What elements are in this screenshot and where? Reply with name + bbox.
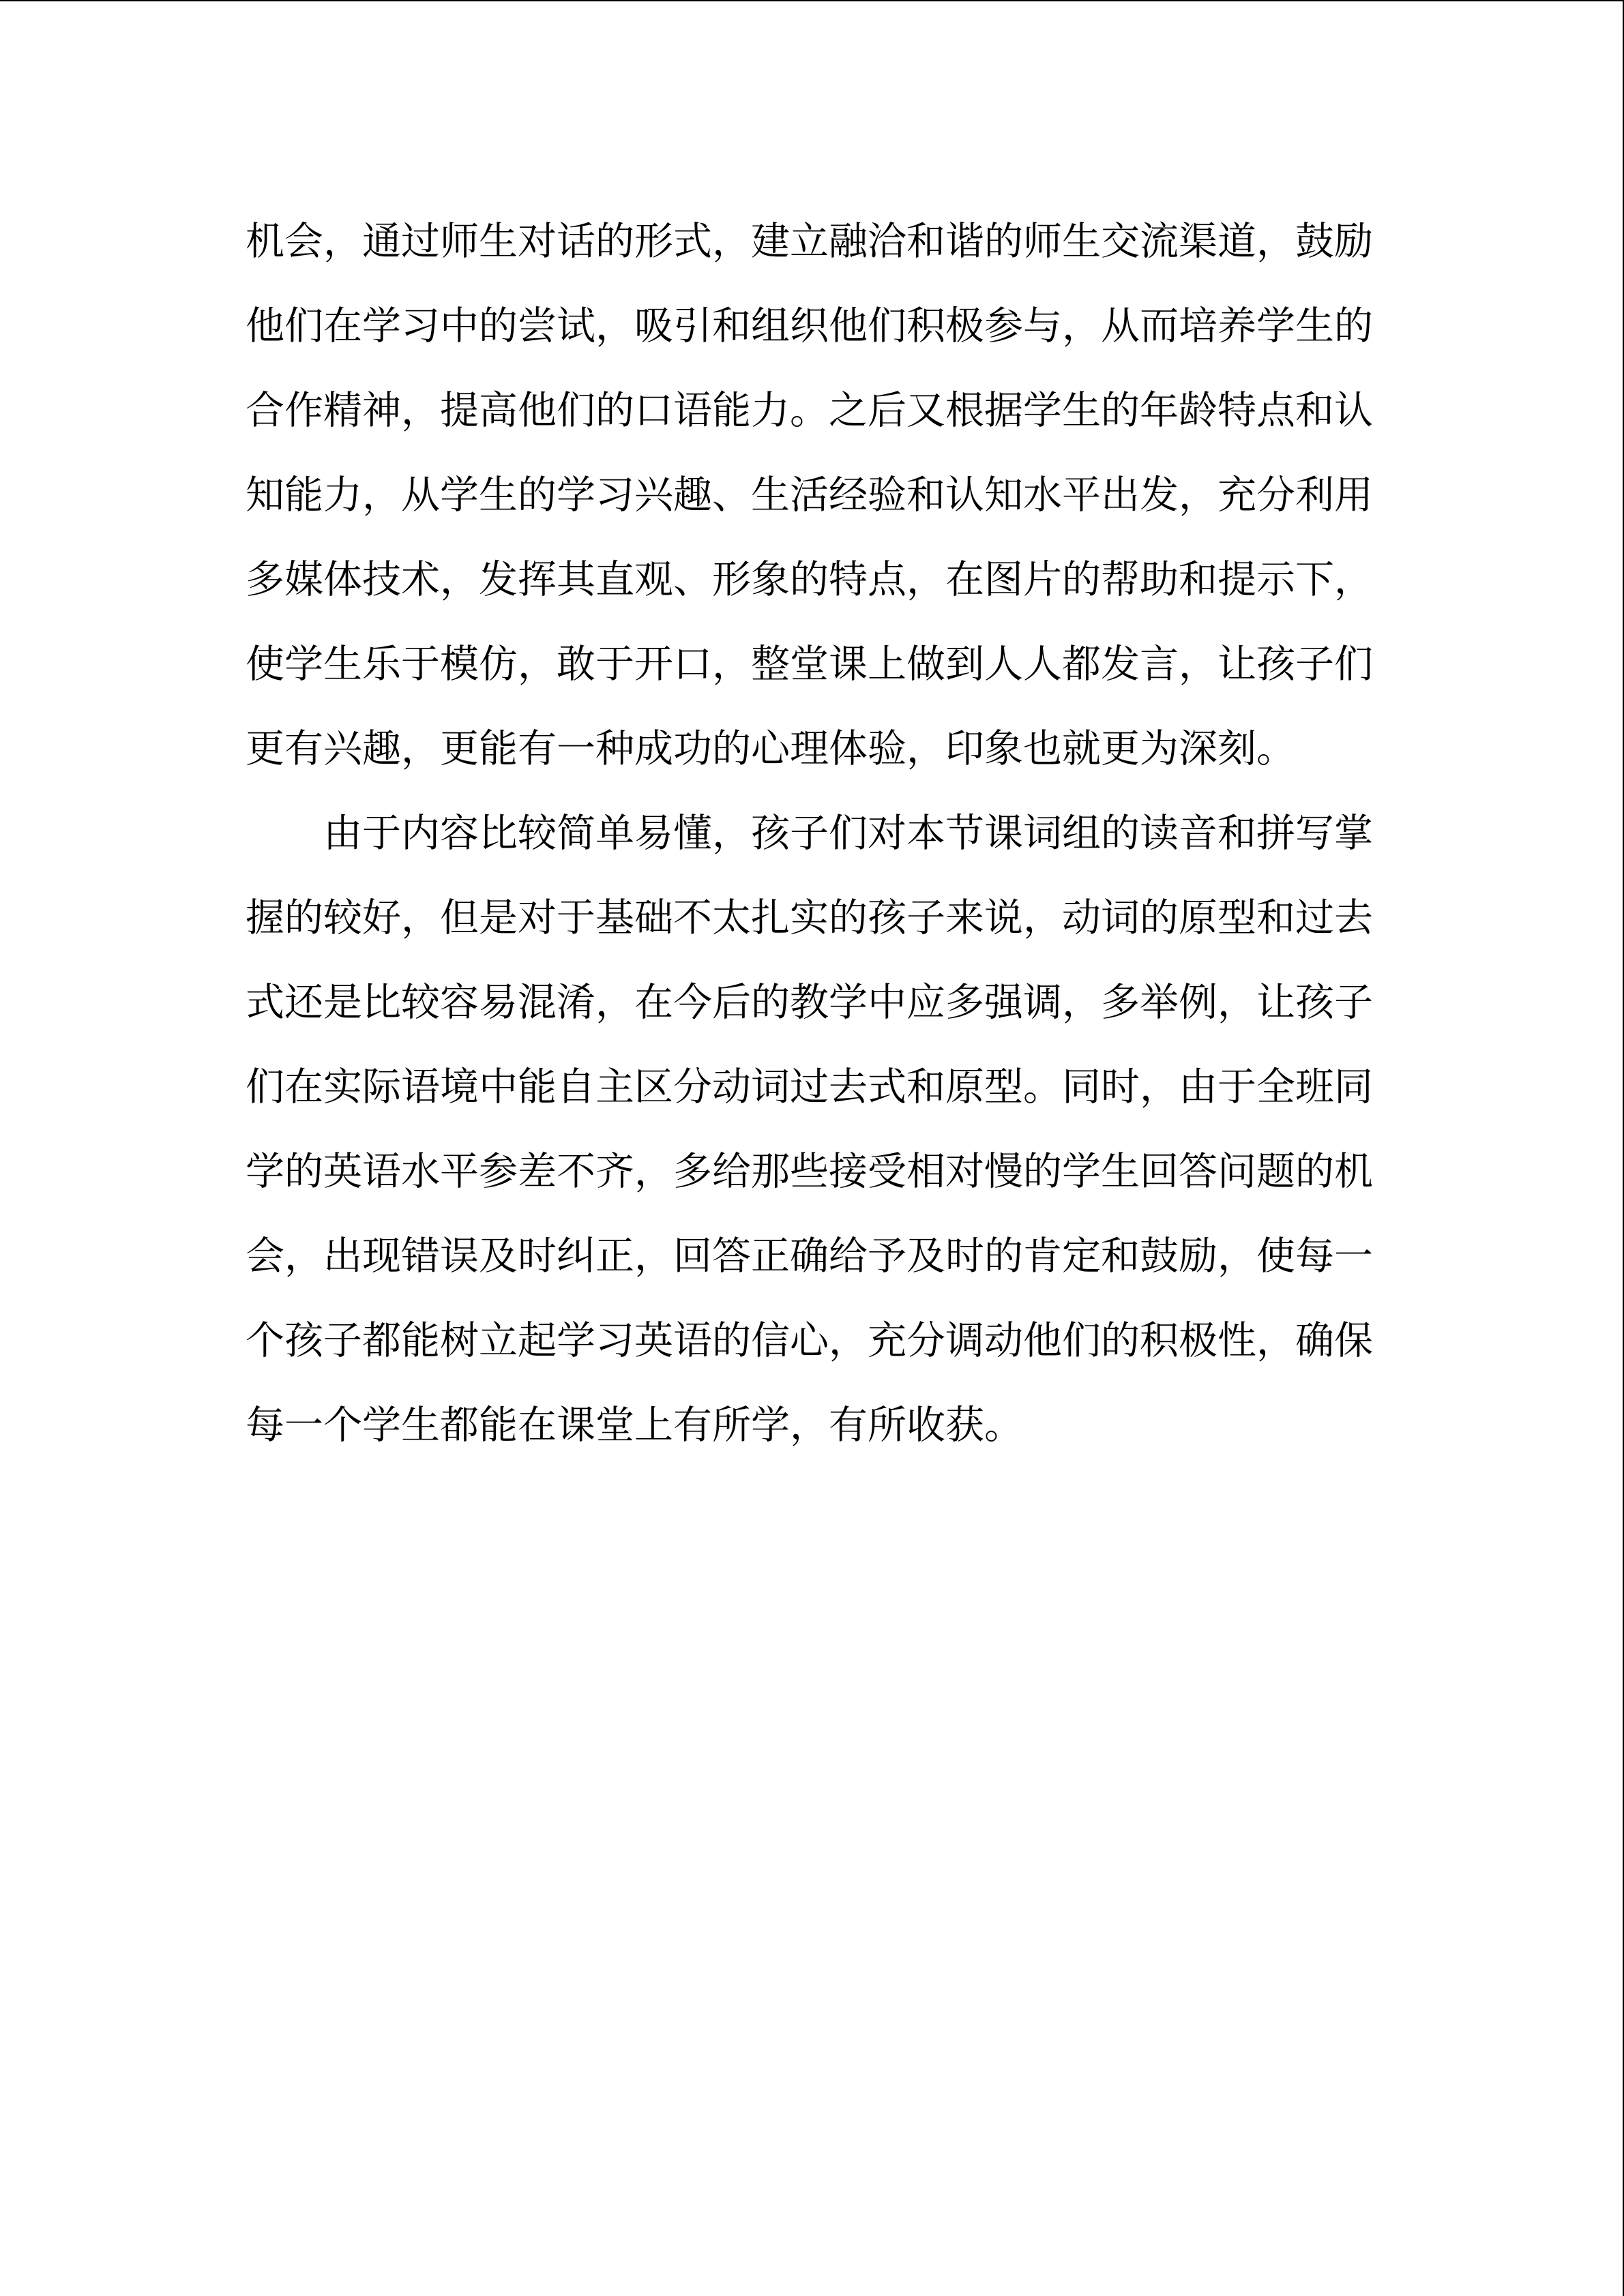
paragraph-line: 握的较好，但是对于基础不太扎实的孩子来说，动词的原型和过去 [246, 895, 1373, 940]
paragraph-1 [246, 199, 1373, 791]
paragraph-line: 更有兴趣，更能有一种成功的心理体验，印象也就更为深刻。 [246, 726, 1295, 771]
paragraph-line: 机会，通过师生对话的形式，建立融洽和谐的师生交流渠道，鼓励 [246, 219, 1373, 264]
paragraph-line: 合作精神，提高他们的口语能力。之后又根据学生的年龄特点和认 [246, 388, 1373, 433]
paragraph-2 [246, 791, 1373, 1467]
paragraph-line: 式还是比较容易混淆，在今后的教学中应多强调，多举例，让孩子 [246, 980, 1373, 1025]
paragraph-line: 由于内容比较简单易懂，孩子们对本节课词组的读音和拼写掌 [323, 811, 1373, 856]
paragraph-line: 使学生乐于模仿，敢于开口，整堂课上做到人人都发言，让孩子们 [246, 642, 1373, 687]
document-body [246, 199, 1373, 1467]
paragraph-line: 每一个学生都能在课堂上有所学，有所收获。 [246, 1403, 1023, 1448]
paragraph-line: 学的英语水平参差不齐，多给那些接受相对慢的学生回答问题的机 [246, 1149, 1373, 1194]
paragraph-line: 他们在学习中的尝试，吸引和组织他们积极参与，从而培养学生的 [246, 303, 1373, 348]
paragraph-line: 会，出现错误及时纠正，回答正确给予及时的肯定和鼓励，使每一 [246, 1234, 1373, 1279]
paragraph-line: 们在实际语境中能自主区分动词过去式和原型。同时，由于全班同 [246, 1064, 1373, 1109]
paragraph-line: 个孩子都能树立起学习英语的信心，充分调动他们的积极性，确保 [246, 1318, 1373, 1363]
paragraph-line: 多媒体技术，发挥其直观、形象的特点，在图片的帮助和提示下， [246, 557, 1373, 602]
paragraph-line: 知能力，从学生的学习兴趣、生活经验和认知水平出发，充分利用 [246, 473, 1373, 518]
